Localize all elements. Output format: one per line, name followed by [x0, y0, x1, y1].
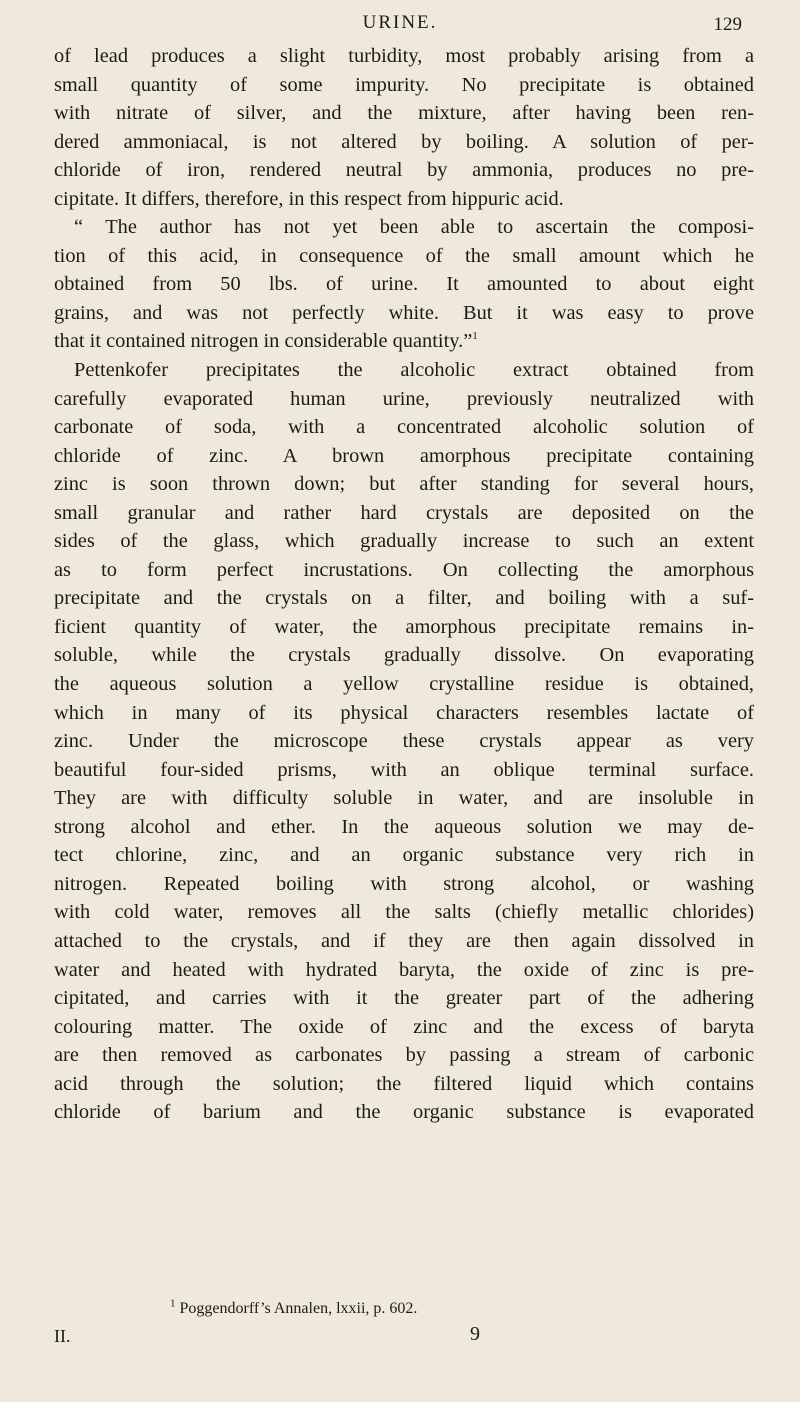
text-line: tion of this acid, in consequence of the small amount which he	[54, 244, 754, 267]
text-line: tect chlorine, zinc, and an organic substance very rich in	[54, 844, 754, 867]
text-line: the aqueous solution a yellow crystalline residue is obtained,	[54, 673, 754, 696]
text-line: which in many of its physical characters resembles lactate of	[54, 701, 754, 724]
text-line: with cold water, removes all the salts (chiefly metallic chlorides)	[54, 901, 754, 924]
text-line: are then removed as carbonates by passing a stream of carbonic	[54, 1044, 754, 1067]
text-line: carefully evaporated human urine, previously neutralized with	[54, 387, 754, 410]
text-line: dered ammoniacal, is not altered by boiling. A solution of per-	[54, 130, 754, 153]
text-line: obtained from 50 lbs. of urine. It amounted to about eight	[54, 273, 754, 296]
text-line: strong alcohol and ether. In the aqueous solution we may de-	[54, 815, 754, 838]
text-line: zinc is soon thrown down; but after standing for several hours,	[54, 473, 754, 496]
footnote-reference: 1	[472, 330, 478, 343]
text-line: chloride of iron, rendered neutral by ammonia, produces no pre-	[54, 159, 754, 182]
text-line: They are with difficulty soluble in water, and are insoluble in	[54, 787, 754, 810]
text-line-with-footnote	[54, 327, 754, 356]
footnote	[170, 1297, 730, 1318]
running-title: URINE.	[362, 12, 438, 33]
text-line: small quantity of some impurity. No precipitate is obtained	[54, 73, 754, 96]
volume-signature: II.	[54, 1326, 71, 1346]
text-line: acid through the solution; the filtered liquid which contains	[54, 1072, 754, 1095]
signature-number: 9	[470, 1323, 480, 1345]
text-line: attached to the crystals, and if they are then again dissolved in	[54, 929, 754, 952]
footnote-text: Poggendorff’s Annalen, lxxii, p. 602.	[179, 1300, 418, 1317]
body-text	[54, 42, 754, 1127]
running-head	[0, 8, 800, 38]
text-line: water and heated with hydrated baryta, the oxide of zinc is pre-	[54, 958, 754, 981]
text-line: cipitated, and carries with it the greater part of the adhering	[54, 987, 754, 1010]
text-line: cipitate. It differs, therefore, in this respect from hippuric acid.	[54, 187, 564, 210]
text-line: soluble, while the crystals gradually dissolve. On evaporating	[54, 644, 754, 667]
text-line: of lead produces a slight turbidity, most probably arising from a	[54, 45, 754, 67]
text-line: zinc. Under the microscope these crystals appear as very	[54, 730, 754, 753]
text-line: nitrogen. Repeated boiling with strong alcohol, or washing	[54, 872, 754, 895]
text-line: colouring matter. The oxide of zinc and the excess of baryta	[54, 1015, 754, 1038]
text-line: ficient quantity of water, the amorphous precipitate remains in-	[54, 615, 754, 638]
text-line: chloride of barium and the organic substance is evaporated	[54, 1101, 754, 1124]
text-line: “ The author has not yet been able to ascertain the composi-	[74, 216, 754, 239]
text-line: chloride of zinc. A brown amorphous precipitate containing	[54, 444, 754, 467]
text-line: grains, and was not perfectly white. But it was easy to prove	[54, 301, 754, 324]
text-line: carbonate of soda, with a concentrated alcoholic solution of	[54, 416, 754, 439]
text-line: with nitrate of silver, and the mixture, after having been ren-	[54, 102, 754, 125]
text-line: Pettenkofer precipitates the alcoholic extract obtained from	[74, 359, 754, 382]
text-line: precipitate and the crystals on a filter, and boiling with a suf-	[54, 587, 754, 610]
text-line: beautiful four-sided prisms, with an oblique terminal surface.	[54, 758, 754, 781]
text-line: as to form perfect incrustations. On collecting the amorphous	[54, 558, 754, 581]
text-line: that it contained nitrogen in considerable quantity.”	[54, 330, 473, 353]
text-line: sides of the glass, which gradually increase to such an extent	[54, 530, 754, 553]
page-number: 129	[713, 14, 742, 35]
text-line: small granular and rather hard crystals are deposited on the	[54, 501, 754, 524]
footnote-marker: 1	[170, 1297, 176, 1310]
